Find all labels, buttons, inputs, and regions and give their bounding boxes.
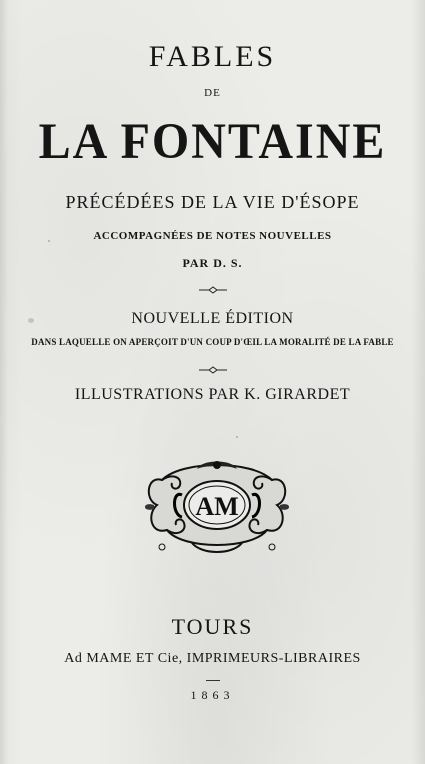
ornament-divider-icon — [0, 285, 425, 295]
author-name: LA FONTAINE — [38, 113, 387, 170]
paper-speck — [236, 436, 238, 438]
city: TOURS — [171, 614, 254, 639]
notes-line: ACCOMPAGNÉES DE NOTES NOUVELLES — [93, 230, 332, 242]
by-line: PAR D. S. — [182, 256, 243, 270]
edition-note: DANS LAQUELLE ON APERÇOIT D'UN COUP D'ŒIL LA MORALITÉ DE LA FABLE — [31, 337, 394, 347]
paper-speck — [48, 240, 50, 242]
publisher-emblem-icon — [142, 455, 292, 560]
year-rule — [206, 680, 220, 681]
edition-label: NOUVELLE ÉDITION — [131, 310, 294, 327]
paper-speck — [28, 318, 34, 323]
title-line-de: DE — [204, 87, 221, 99]
year: 1863 — [190, 688, 235, 702]
title-line-fables: FABLES — [148, 40, 277, 73]
subtitle: PRÉCÉDÉES DE LA VIE D'ÉSOPE — [65, 192, 360, 212]
illustrations-credit: ILLUSTRATIONS PAR K. GIRARDET — [74, 386, 351, 403]
ornament-divider-icon — [0, 365, 425, 375]
emblem-monogram: AM — [195, 492, 239, 521]
publisher: Ad MAME ET Cie, IMPRIMEURS-LIBRAIRES — [64, 651, 361, 666]
